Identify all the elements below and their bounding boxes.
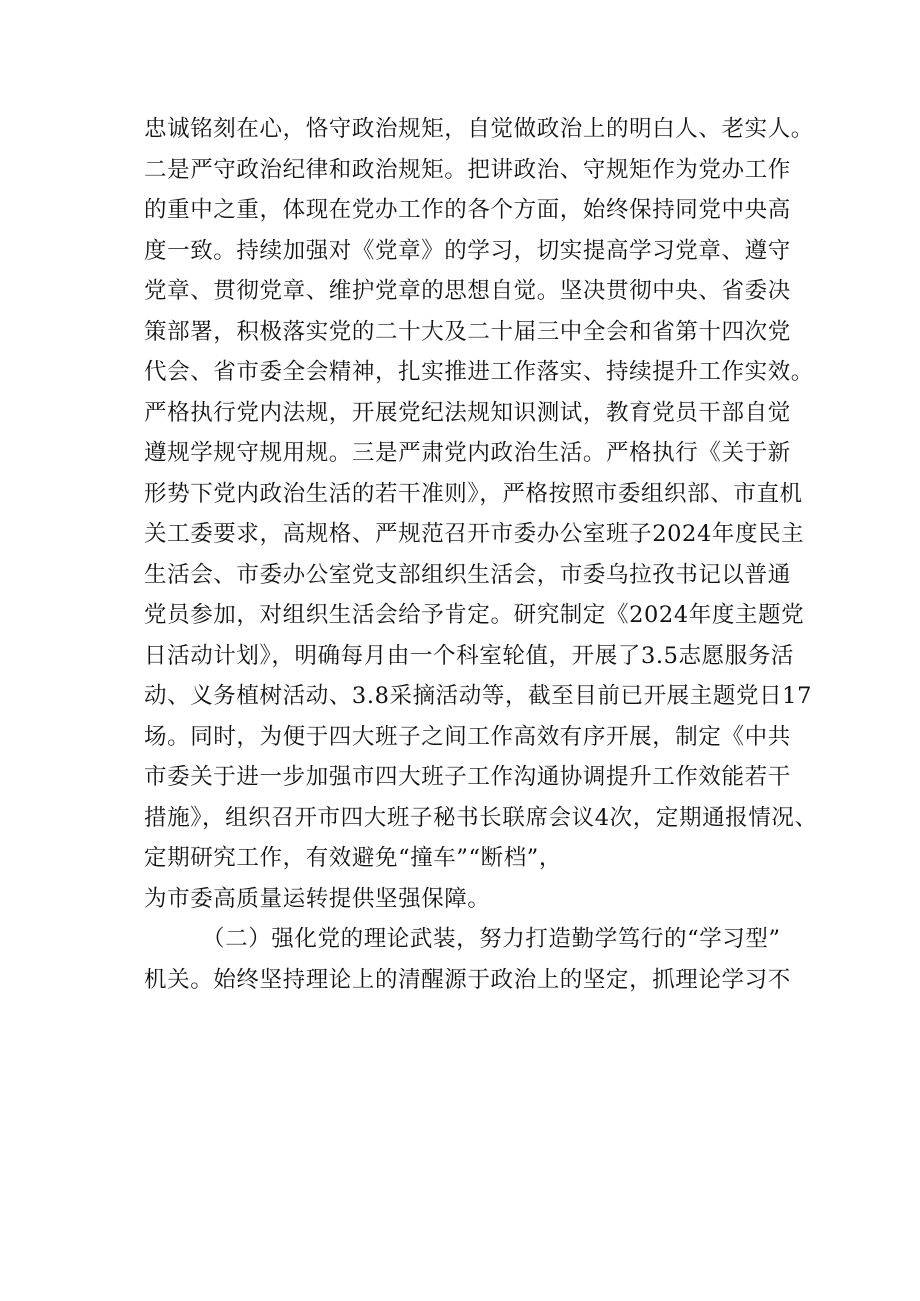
section-heading-line: （二）强化党的理论武装，努力打造勤学笃行的“学习型” bbox=[202, 926, 781, 952]
text-line: 忠诚铭刻在心，恪守政治规矩，自觉做政治上的明白人、老实人。 bbox=[144, 116, 814, 142]
text-line: 市委关于进一步加强市四大班子工作沟通协调提升工作效能若干 bbox=[144, 764, 791, 790]
text-line: 形势下党内政治生活的若干准则》，严格按照市委组织部、市直机 bbox=[144, 480, 803, 507]
text-line: 严格执行党内法规，开展党纪法规知识测试，教育党员干部自觉 bbox=[144, 399, 791, 426]
text-line: 遵规学规守规用规。三是严肃党内政治生活。严格执行《关于新 bbox=[144, 440, 791, 466]
text-line: 生活会、市委办公室党支部组织生活会，市委乌拉孜书记以普通 bbox=[144, 561, 791, 588]
text-line: 策部署，积极落实党的二十大及二十届三中全会和省第十四次党 bbox=[144, 318, 791, 345]
text-line: 为市委高质量运转提供坚强保障。 bbox=[144, 885, 491, 912]
document-body bbox=[144, 109, 818, 1000]
text-line: 度一致。持续加强对《党章》的学习，切实提高学习党章、遵守 bbox=[144, 237, 791, 264]
text-line: 党员参加，对组织生活会给予肯定。研究制定《2024年度主题党 bbox=[144, 602, 805, 628]
text-line: 日活动计划》，明确每月由一个科室轮值，开展了3.5志愿服务活 bbox=[144, 642, 795, 669]
text-line: 的重中之重，体现在党办工作的各个方面，始终保持同党中央高 bbox=[144, 197, 791, 223]
text-line: 动、义务植树活动、3.8采摘活动等，截至目前已开展主题党日17 bbox=[144, 683, 813, 709]
text-line: 机关。始终坚持理论上的清醒源于政治上的坚定，抓理论学习不 bbox=[144, 966, 791, 993]
text-line: 场。同时，为便于四大班子之间工作高效有序开展，制定《中共 bbox=[144, 723, 791, 750]
text-line: 二是严守政治纪律和政治规矩。把讲政治、守规矩作为党办工作 bbox=[144, 156, 791, 183]
text-line: 定期研究工作，有效避免“撞车”“断档”， bbox=[144, 845, 563, 871]
text-line: 措施》，组织召开市四大班子秘书长联席会议4次，定期通报情况、 bbox=[144, 804, 818, 831]
text-line: 关工委要求，高规格、严规范召开市委办公室班子2024年度民主 bbox=[144, 521, 805, 547]
text-line: 党章、贯彻党章、维护党章的思想自觉。坚决贯彻中央、省委决 bbox=[144, 278, 791, 304]
text-line: 代会、省市委全会精神，扎实推进工作落实、持续提升工作实效。 bbox=[144, 359, 814, 385]
